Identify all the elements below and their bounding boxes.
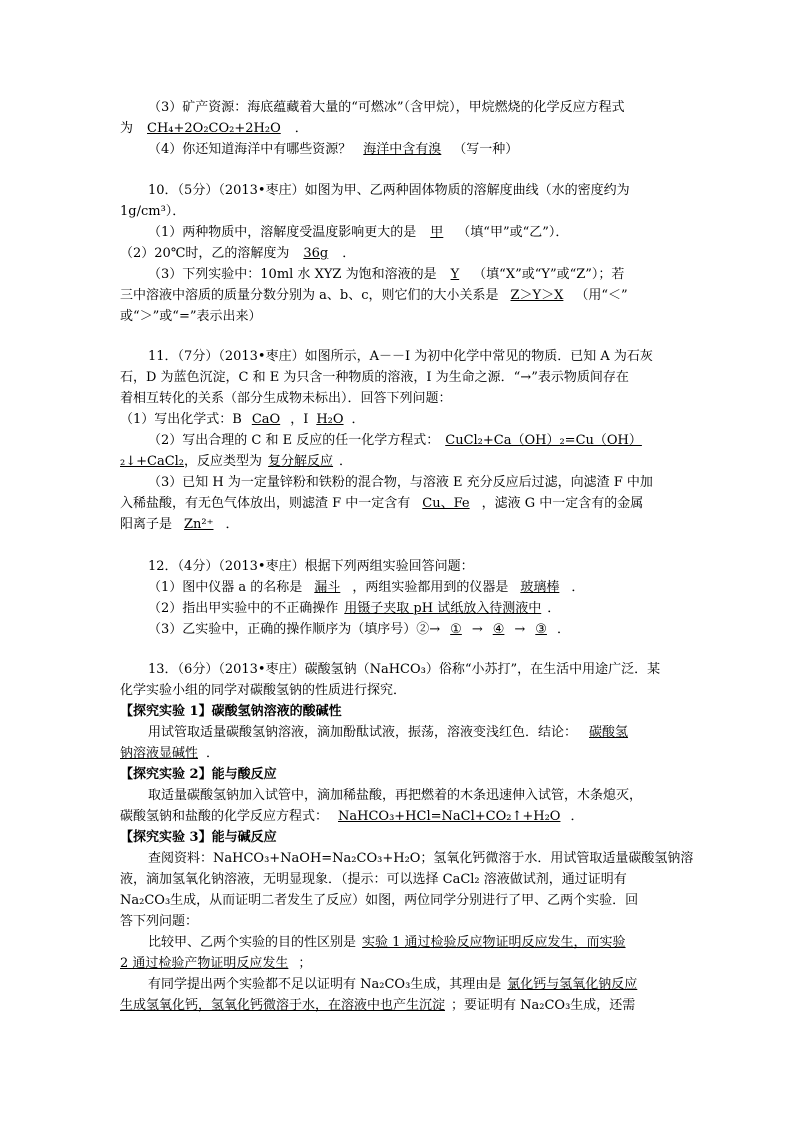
q13-exp2-line1 [148, 788, 642, 804]
q10-part2-end: ． [342, 246, 356, 261]
q10-head-text2: 1g/cm³）． [120, 204, 186, 219]
q10-part3-text2: 三中溶液中溶质的质量分数分别为 a、b、c，则它们的大小关系是 [120, 288, 499, 303]
q12-part3-line [148, 622, 570, 638]
q12-part3-answer2: ④ [492, 622, 505, 637]
q12-head-line [148, 559, 474, 575]
q10-part3-end1: （填“X”或“Y”或“Z”）；若 [473, 267, 625, 282]
q10-part3-line2 [120, 288, 628, 304]
q12-part1-answer2: 玻璃棒 [520, 580, 560, 595]
q12-head-text: 12．（4分）（2013•枣庄）根据下列两组实验回答问题： [148, 559, 474, 574]
q11-head-line1 [148, 349, 653, 365]
q12-part2-answer: 用镊子夹取 pH 试纸放入待测液中 [344, 601, 542, 616]
q13-head-line2 [120, 683, 406, 699]
q11-head-text3: 着相互转化的关系（部分生成物未标出）．回答下列问题： [120, 391, 452, 406]
q10-head-line1 [148, 183, 630, 199]
q12-part2-line [148, 601, 560, 617]
q12-part3-answer3: ③ [535, 622, 547, 637]
q13-reason-answer1: 氯化钙与氢氧化钠反应 [507, 977, 638, 992]
q13-reason-text: 有同学提出两个实验都不足以证明有 Na₂CO₃生成，其理由是 [148, 977, 502, 992]
q10-part1-answer: 甲 [430, 225, 444, 240]
q13-exp3-line1 [148, 851, 693, 867]
q13-exp2-end: ． [570, 809, 584, 824]
q13-exp3-text4: 答下列问题： [120, 914, 199, 929]
q9-part3-answer: CH₄+2O₂CO₂+2H₂O [147, 121, 281, 136]
q13-exp3-line2 [120, 872, 627, 888]
q12-part2-end: ． [547, 601, 561, 616]
q11-part2-type: 复分解反应 [268, 454, 334, 469]
q11-part1-text: （1）写出化学式：B [120, 412, 242, 427]
q10-head-line2 [120, 204, 185, 220]
q10-part1-end: （填“甲”或“乙”）． [457, 225, 569, 240]
q13-exp3-text1: 查阅资料：NaHCO₃+NaOH=Na₂CO₃+H₂O；氢氧化钙微溶于水．用试管取适量碳酸氢钠溶 [148, 851, 694, 866]
q11-part3-end2: ． [225, 517, 239, 532]
q13-exp1-title-text: 【探究实验 1】碳酸氢钠溶液的酸碱性 [120, 704, 342, 719]
q11-part1-line [120, 412, 365, 428]
q11-part1-answer-b: CaO [251, 412, 281, 427]
q12-part3-end: ． [556, 622, 570, 637]
q11-head-text1: 11．（7分）（2013•枣庄）如图所示，A－－I 为初中化学中常见的物质．已知 A 为石灰 [148, 349, 653, 364]
q10-part3-answer1: Y [450, 267, 460, 282]
q9-part3-line1 [148, 100, 625, 116]
q11-part1-end: ． [351, 412, 365, 427]
q10-part2-line [120, 246, 355, 262]
q9-part3-prefix: 为 [120, 121, 134, 136]
q11-part3-line1 [148, 475, 653, 491]
q11-part3-answer2: Zn²⁺ [184, 517, 214, 532]
q13-exp1-answer1: 碳酸氢 [589, 725, 629, 740]
q13-exp1-line1 [148, 725, 628, 741]
q10-part2-answer: 36g [303, 246, 329, 261]
q11-part3-text3: 阳离子是 [120, 517, 173, 532]
q11-part2-line1 [148, 433, 648, 449]
q13-reason-line2 [120, 998, 635, 1014]
q13-exp3-title-text: 【探究实验 3】能与碱反应 [120, 830, 277, 845]
q11-part2-answer2: ₂↓+CaCl₂ [120, 454, 185, 469]
q13-exp1-answer2: 钠溶液显碱性 [120, 746, 199, 761]
q10-part3-line1 [148, 267, 624, 283]
q13-exp3-title [120, 830, 277, 846]
q11-part2-line2 [120, 454, 352, 470]
q13-reason-line1 [148, 977, 637, 993]
q10-part3-text1: （3）下列实验中：10ml 水 XYZ 为饱和溶液的是 [148, 267, 437, 282]
q11-part1-answer-i: H₂O [316, 412, 344, 427]
q12-part1-line [148, 580, 584, 596]
q12-part1-mid: ，两组实验都用到的仪器是 [352, 580, 509, 595]
q10-part1-text: （1）两种物质中，溶解度受温度影响更大的是 [148, 225, 417, 240]
q11-part3-text1: （3）已知 H 为一定量锌粉和铁粉的混合物，与溶液 E 充分反应后过滤，向滤渣 F 中加 [148, 475, 653, 490]
q9-part3-line2 [120, 121, 308, 137]
q13-exp3-text3: Na₂CO₃生成，从而证明二者发生了反应）如图，两位同学分别进行了甲、乙两个实验．回 [120, 893, 639, 908]
q13-exp1-end: ． [206, 746, 220, 761]
q13-exp3-line3 [120, 893, 638, 909]
q11-head-text2: 石，D 为蓝色沉淀，C 和 E 为只含一种物质的溶液，I 为生命之源．“→”表示物质间存在 [120, 370, 629, 385]
q11-part1-mid: ，I [290, 412, 309, 427]
q13-exp3-line4 [120, 914, 198, 930]
q13-compare-answer1: 实验 1 通过检验反应物证明反应发生，而实验 [362, 935, 626, 950]
q13-reason-answer2: 生成氢氧化钙，氢氧化钙微溶于水，在溶液中也产生沉淀 [120, 998, 446, 1013]
q13-head-text1: 13．（6分）（2013•枣庄）碳酸氢钠（NaHCO₃）俗称“小苏打”，在生活中用途广泛．某 [148, 662, 661, 677]
q13-head-line1 [148, 662, 660, 678]
q13-exp1-title [120, 704, 342, 720]
q13-exp2-line2 [120, 809, 583, 825]
q9-part4-end: （写一种） [453, 142, 519, 157]
q9-part3-end: ． [294, 121, 308, 136]
q12-part3-arrow2: → [514, 622, 526, 637]
q12-part1-end: ． [571, 580, 585, 595]
q12-part3-answer1: ① [450, 622, 462, 637]
q11-part3-line2 [120, 496, 643, 512]
q13-compare-end: ； [298, 956, 312, 971]
q11-head-line3 [120, 391, 452, 407]
q9-part4-line [148, 142, 518, 158]
q9-part4-text: （4）你还知道海洋中有哪些资源？ [148, 142, 352, 157]
q12-part1-answer1: 漏斗 [314, 580, 341, 595]
q13-exp1-text: 用试管取适量碳酸氢钠溶液，滴加酚酞试液，振荡，溶液变浅红色．结论： [148, 725, 578, 740]
q10-part3-end2: （用“＜” [575, 288, 628, 303]
q12-part2-text: （2）指出甲实验中的不正确操作 [148, 601, 339, 616]
q13-exp3-text2: 液，滴加氢氧化钠溶液，无明显现象．（提示：可以选择 CaCl₂ 溶液做试剂，通过证明有 [120, 872, 627, 887]
q13-exp2-answer: NaHCO₃+HCl=NaCl+CO₂↑+H₂O [338, 809, 561, 824]
q10-part1-line [148, 225, 568, 241]
q9-part4-answer: 海洋中含有溴 [363, 142, 442, 157]
q12-part3-text: （3）乙实验中，正确的操作顺序为（填序号）②→ [148, 622, 441, 637]
q10-part3-text3: 或“＞”或“=”表示出来） [120, 309, 262, 324]
q11-part3-end1: ，滤液 G 中一定含有的金属 [481, 496, 644, 511]
q11-part2-answer1: CuCl₂+Ca（OH）₂=Cu（OH） [445, 433, 642, 448]
q13-reason-mid: ；要证明有 Na₂CO₃生成，还需 [451, 998, 636, 1013]
q10-head-text1: 10．（5分）（2013•枣庄）如图为甲、乙两种固体物质的溶解度曲线（水的密度约为 [148, 183, 630, 198]
q10-part3-line3 [120, 309, 261, 325]
q11-part2-mid: ，反应类型为 [184, 454, 263, 469]
q11-part3-text2: 入稀盐酸，有无色气体放出，则滤渣 F 中一定含有 [120, 496, 411, 511]
q13-exp2-text2: 碳酸氢钠和盐酸的化学反应方程式： [120, 809, 329, 824]
q11-part2-text: （2）写出合理的 C 和 E 反应的任一化学方程式： [148, 433, 440, 448]
q13-exp2-title [120, 767, 277, 783]
q11-part3-line3 [120, 517, 239, 533]
q13-exp2-text1: 取适量碳酸氢钠加入试管中，滴加稀盐酸，再把燃着的木条迅速伸入试管，木条熄灭， [148, 788, 643, 803]
q10-part3-answer2: Z＞Y＞X [510, 288, 564, 303]
q12-part1-text: （1）图中仪器 a 的名称是 [148, 580, 303, 595]
q11-part2-end: ． [339, 454, 353, 469]
q9-part3-text: （3）矿产资源：海底蕴藏着大量的“可燃冰”（含甲烷），甲烷燃烧的化学反应方程式 [148, 100, 625, 115]
q12-part3-arrow1: → [471, 622, 483, 637]
q11-head-line2 [120, 370, 629, 386]
q13-exp2-title-text: 【探究实验 2】能与酸反应 [120, 767, 277, 782]
q10-part2-text: （2）20℃时，乙的溶解度为 [120, 246, 290, 261]
q13-compare-line1 [148, 935, 626, 951]
q13-compare-text: 比较甲、乙两个实验的目的性区别是 [148, 935, 357, 950]
q11-part3-answer1: Cu、Fe [422, 496, 470, 511]
q13-compare-line2 [120, 956, 311, 972]
q13-exp1-line2 [120, 746, 219, 762]
q13-compare-answer2: 2 通过检验产物证明反应发生 [120, 956, 289, 971]
q13-head-text2: 化学实验小组的同学对碳酸氢钠的性质进行探究． [120, 683, 407, 698]
